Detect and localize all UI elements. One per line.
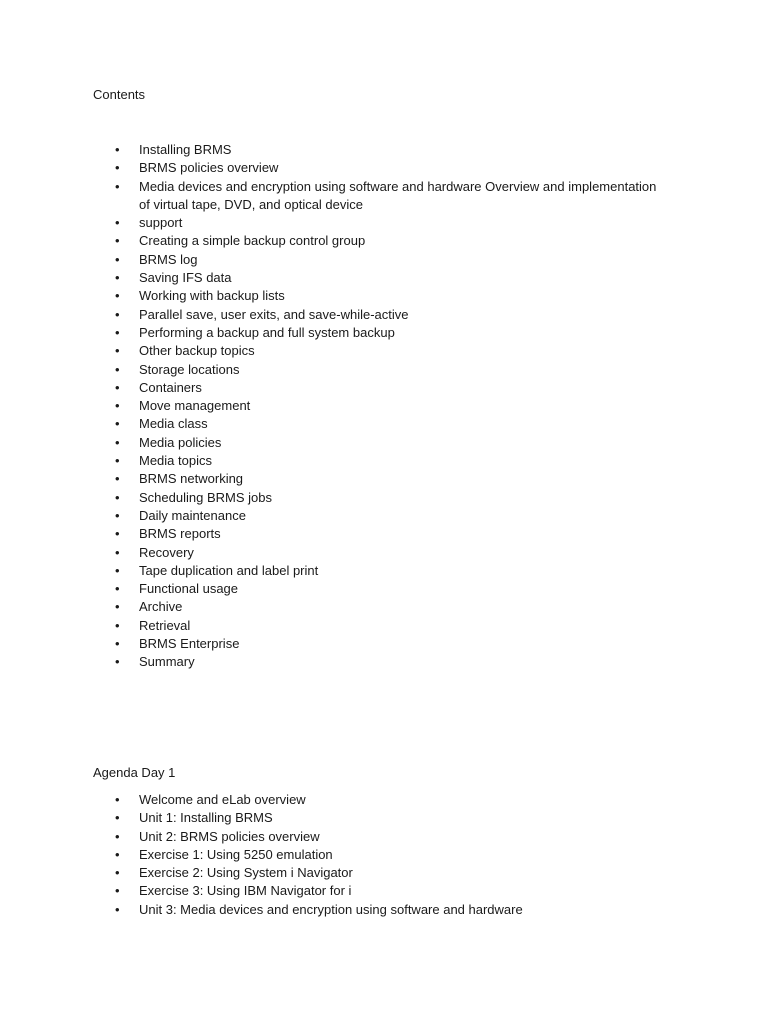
list-item-text: Media topics	[139, 453, 212, 469]
list-item	[0, 251, 768, 269]
list-item	[0, 470, 768, 488]
list-item	[0, 653, 768, 671]
bullet-icon: •	[115, 581, 120, 597]
list-item-text: Exercise 1: Using 5250 emulation	[139, 846, 333, 862]
list-item-text: Unit 1: Installing BRMS	[139, 810, 273, 826]
list-item-text: Media devices and encryption using software and hardware Overview and implementation of virtual tape, DVD, and optical device	[139, 178, 657, 212]
agenda-list	[0, 791, 768, 919]
bullet-icon: •	[115, 599, 120, 615]
bullet-icon: •	[115, 215, 120, 231]
bullet-icon: •	[115, 160, 120, 176]
list-item	[0, 507, 768, 525]
bullet-icon: •	[115, 507, 120, 523]
list-item-text: Media policies	[139, 434, 222, 450]
bullet-icon: •	[115, 865, 120, 881]
list-item-text: Installing BRMS	[139, 142, 232, 157]
bullet-icon: •	[115, 471, 120, 487]
list-item-text: BRMS log	[139, 251, 198, 267]
list-item-text: BRMS networking	[139, 471, 244, 487]
bullet-icon: •	[115, 343, 120, 359]
list-item	[0, 361, 768, 379]
bullet-icon: •	[115, 453, 120, 469]
list-item-text: support	[139, 215, 183, 231]
list-item-text: Functional usage	[139, 581, 239, 597]
list-item-text: Parallel save, user exits, and save-while-active	[139, 306, 409, 322]
bullet-icon: •	[115, 288, 120, 304]
list-item-text: Saving IFS data	[139, 270, 232, 286]
list-item	[0, 544, 768, 562]
list-item	[0, 617, 768, 635]
list-item-text: Unit 3: Media devices and encryption using software and hardware	[139, 901, 523, 917]
bullet-icon: •	[115, 306, 120, 322]
contents-list	[0, 141, 768, 672]
bullet-icon: •	[115, 846, 120, 862]
list-item	[0, 452, 768, 470]
bullet-icon: •	[115, 434, 120, 450]
bullet-icon: •	[115, 398, 120, 414]
list-item	[0, 580, 768, 598]
bullet-icon: •	[115, 901, 120, 917]
list-item	[0, 864, 768, 882]
list-item	[0, 269, 768, 287]
bullet-icon: •	[115, 251, 120, 267]
bullet-icon: •	[115, 562, 120, 578]
bullet-icon: •	[115, 636, 120, 652]
list-item-text: BRMS policies overview	[139, 160, 279, 176]
list-item	[0, 379, 768, 397]
list-item-text: BRMS Enterprise	[139, 636, 240, 652]
list-item-text: Storage locations	[139, 361, 240, 377]
list-item-text: Containers	[139, 379, 202, 395]
list-item	[0, 882, 768, 900]
list-item	[0, 525, 768, 543]
bullet-icon: •	[115, 489, 120, 505]
bullet-icon: •	[115, 233, 120, 249]
list-item	[0, 809, 768, 827]
bullet-icon: •	[115, 270, 120, 286]
list-item-text: Recovery	[139, 544, 194, 560]
bullet-icon: •	[115, 361, 120, 377]
list-item-text: Tape duplication and label print	[139, 562, 319, 578]
list-item	[0, 791, 768, 809]
list-item	[0, 598, 768, 616]
list-item-text: Unit 2: BRMS policies overview	[139, 828, 320, 844]
list-item-text: Other backup topics	[139, 343, 255, 359]
bullet-icon: •	[115, 324, 120, 340]
list-item-text: Scheduling BRMS jobs	[139, 489, 272, 505]
list-item-text: Daily maintenance	[139, 507, 246, 523]
list-item	[0, 901, 768, 919]
bullet-icon: •	[115, 828, 120, 844]
list-item	[0, 324, 768, 342]
bullet-icon: •	[115, 617, 120, 633]
bullet-icon: •	[115, 178, 120, 194]
agenda-heading: Agenda Day 1	[93, 765, 176, 780]
bullet-icon: •	[115, 883, 120, 899]
bullet-icon: •	[115, 526, 120, 542]
list-item-text: Working with backup lists	[139, 288, 285, 304]
bullet-icon: •	[115, 544, 120, 560]
list-item-text: Creating a simple backup control group	[139, 233, 366, 249]
list-item	[0, 635, 768, 653]
list-item	[0, 232, 768, 250]
list-item-text: BRMS reports	[139, 526, 221, 542]
list-item	[0, 159, 768, 177]
bullet-icon: •	[115, 379, 120, 395]
list-item	[0, 342, 768, 360]
contents-heading: Contents	[93, 87, 146, 102]
list-item	[0, 846, 768, 864]
list-item-text: Welcome and eLab overview	[139, 792, 306, 807]
list-item-text: Summary	[139, 654, 195, 670]
bullet-icon: •	[115, 792, 120, 807]
list-item	[0, 397, 768, 415]
list-item-text: Media class	[139, 416, 208, 432]
list-item	[0, 141, 768, 159]
list-item-text: Exercise 2: Using System i Navigator	[139, 865, 353, 881]
bullet-icon: •	[115, 654, 120, 670]
list-item-text: Archive	[139, 599, 183, 615]
list-item	[0, 562, 768, 580]
list-item	[0, 434, 768, 452]
list-item	[0, 306, 768, 324]
list-item	[0, 828, 768, 846]
list-item-text: Exercise 3: Using IBM Navigator for i	[139, 883, 352, 899]
list-item	[0, 415, 768, 433]
list-item-text: Move management	[139, 398, 251, 414]
bullet-icon: •	[115, 416, 120, 432]
bullet-icon: •	[115, 810, 120, 826]
list-item	[0, 178, 768, 215]
list-item-text: Retrieval	[139, 617, 191, 633]
list-item	[0, 489, 768, 507]
list-item-text: Performing a backup and full system backup	[139, 324, 395, 340]
list-item	[0, 214, 768, 232]
list-item	[0, 287, 768, 305]
bullet-icon: •	[115, 142, 120, 157]
